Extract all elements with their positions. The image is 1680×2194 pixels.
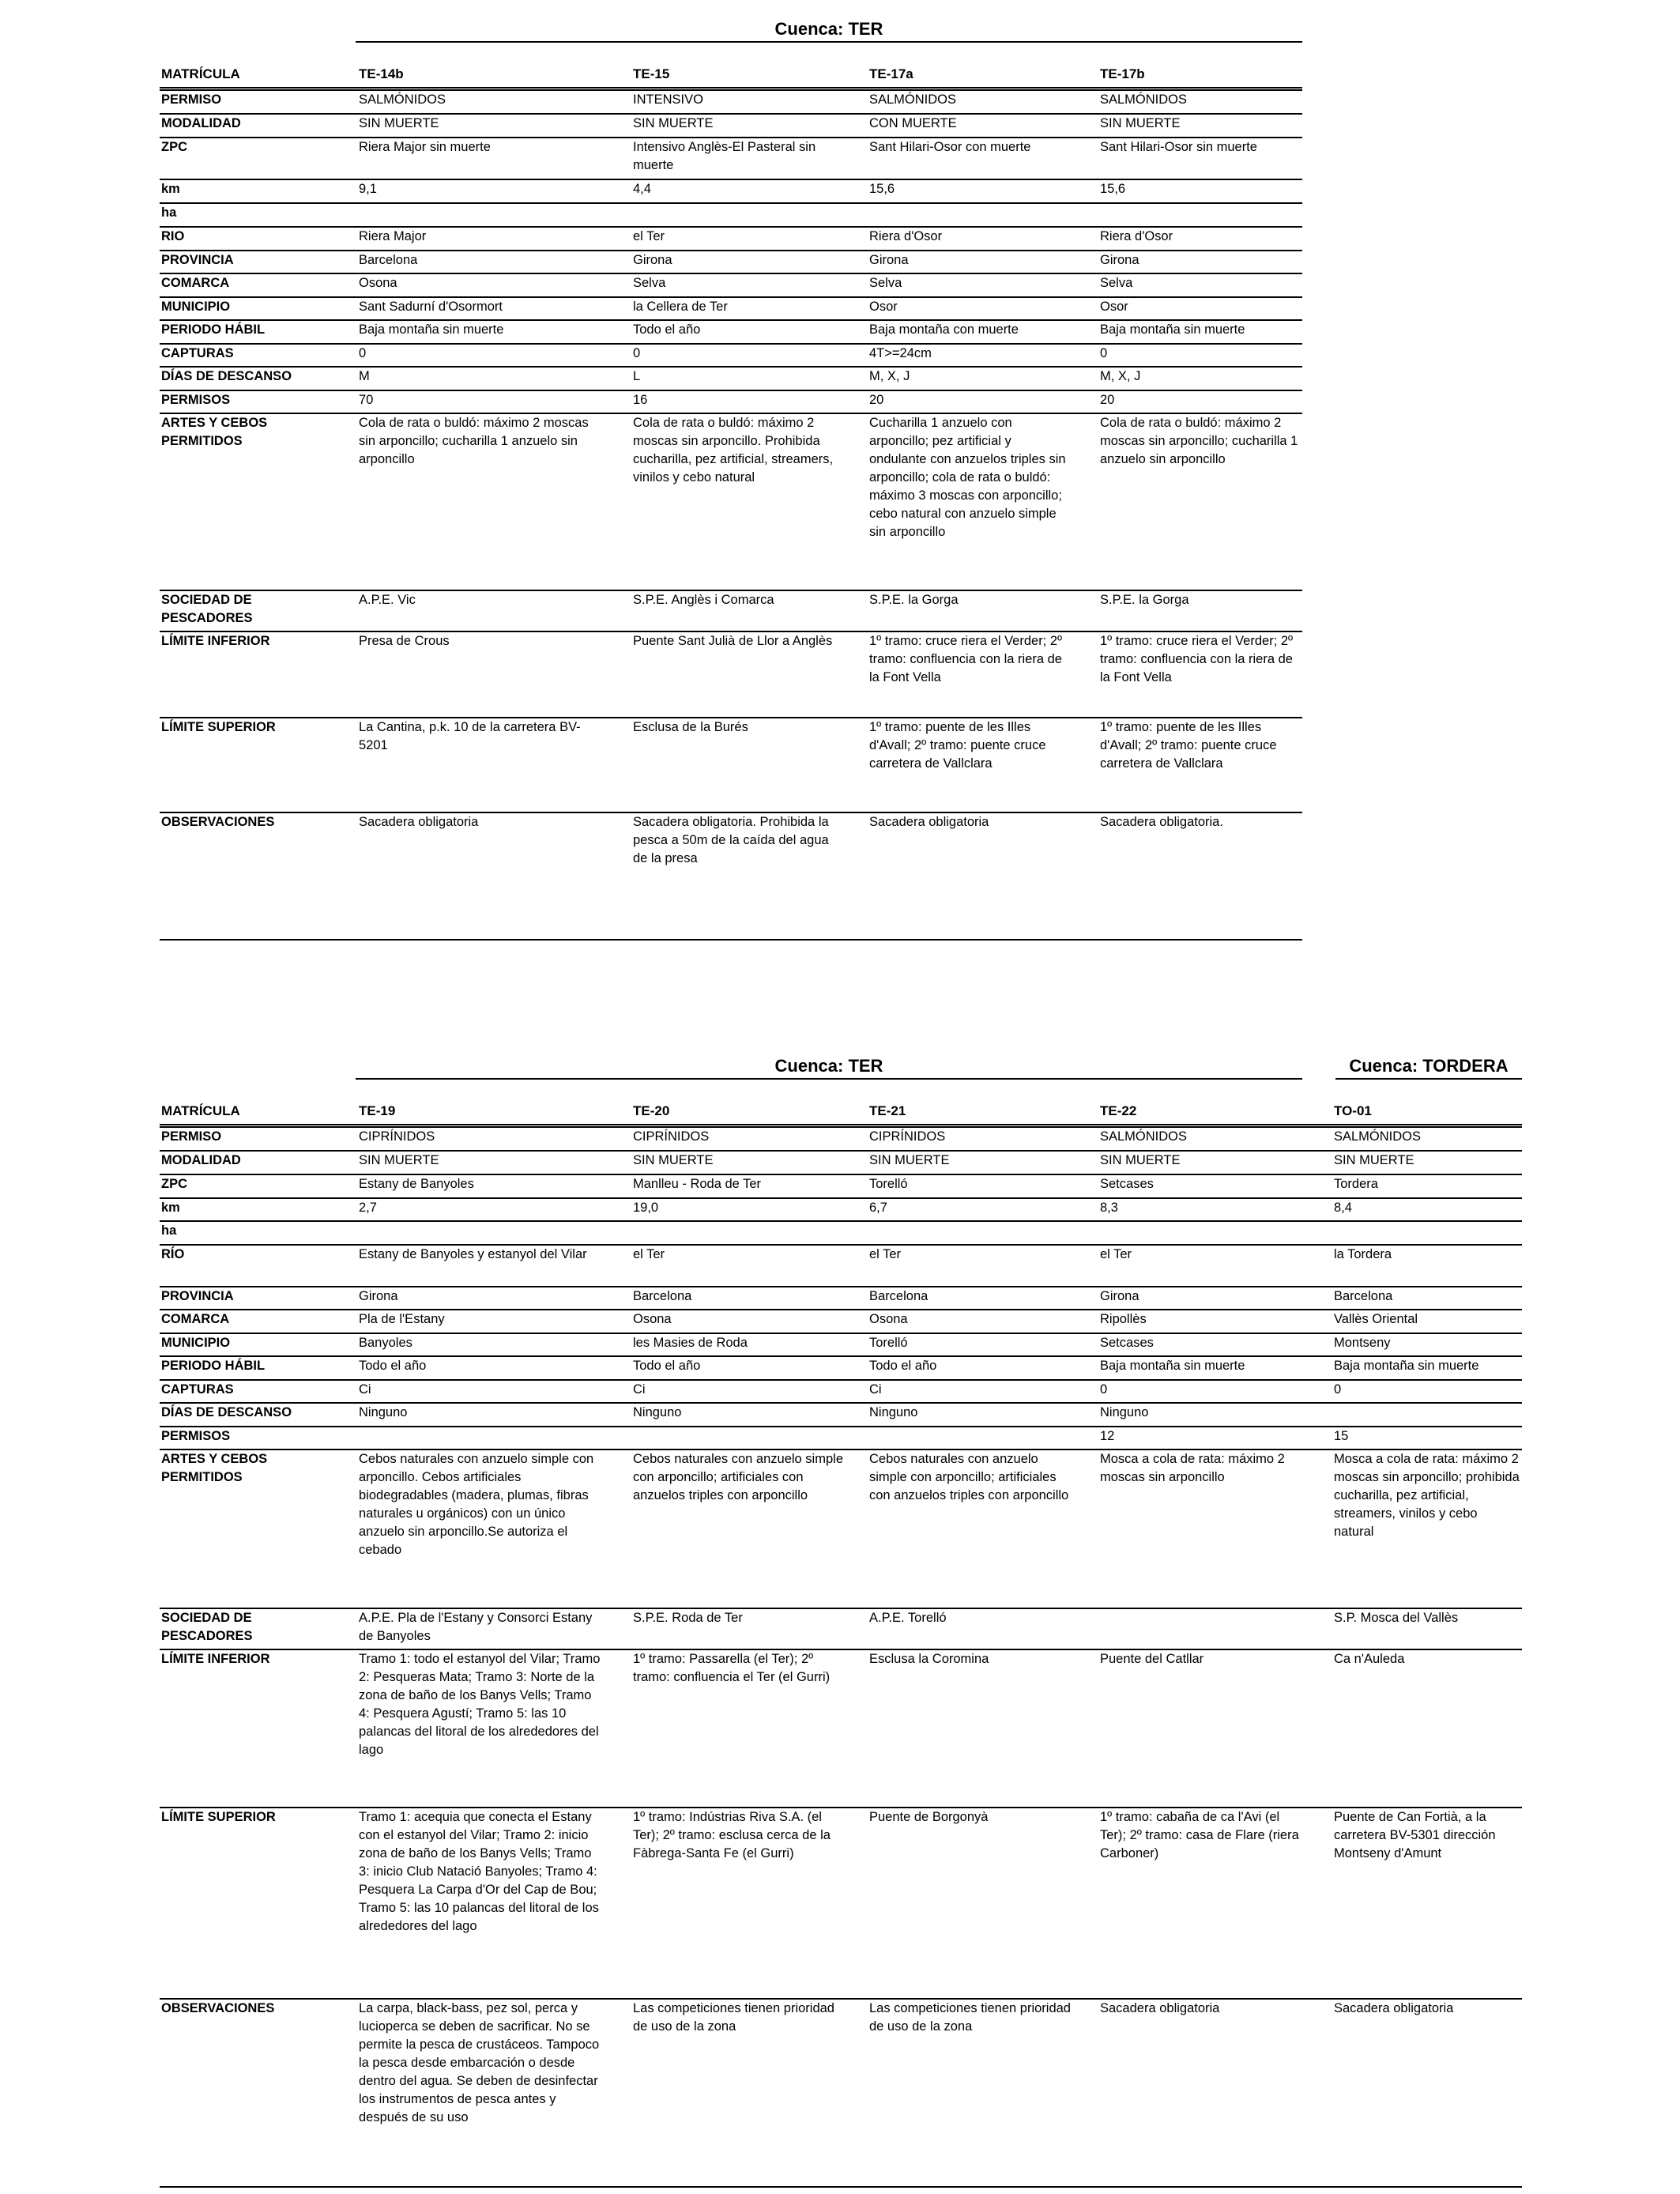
row-label: CAPTURAS bbox=[161, 1382, 234, 1397]
comarca-cell: Osona bbox=[633, 1312, 672, 1326]
descanso-cell: Ninguno bbox=[869, 1405, 918, 1419]
matricula-header: TE-17b bbox=[1100, 66, 1145, 81]
limite_inferior-cell: 1º tramo: Passarella (el Ter); 2º tramo: confluencia el Ter (el Gurri) bbox=[633, 1652, 831, 1684]
provincia-cell: Barcelona bbox=[633, 1289, 692, 1303]
observaciones-cell: Sacadera obligatoria bbox=[1100, 2001, 1220, 2015]
artes-cell: Cebos naturales con anzuelo simple con arponcillo; artificiales con anzuelos triples con arponcillo bbox=[633, 1452, 843, 1502]
header-row bbox=[0, 1103, 1680, 1122]
municipio-cell: Setcases bbox=[1100, 1336, 1154, 1350]
row-label: ZPC bbox=[161, 140, 187, 154]
modalidad-cell: SIN MUERTE bbox=[359, 1153, 439, 1167]
municipio-cell: la Cellera de Ter bbox=[633, 300, 728, 314]
header-row bbox=[0, 66, 1680, 85]
row-label: SOCIEDAD DE PESCADORES bbox=[161, 1611, 253, 1643]
header-label: MATRÍCULA bbox=[161, 1103, 240, 1118]
limite_superior-cell: 1º tramo: Indústrias Riva S.A. (el Ter); 2º tramo: esclusa cerca de la Fàbrega-Santa Fe (el Gurri) bbox=[633, 1810, 831, 1860]
row-label: SOCIEDAD DE PESCADORES bbox=[161, 593, 253, 625]
zpc-cell: Sant Hilari-Osor sin muerte bbox=[1100, 140, 1257, 154]
modalidad-cell: SIN MUERTE bbox=[633, 1153, 714, 1167]
comarca-cell: Pla de l'Estany bbox=[359, 1312, 445, 1326]
limite_inferior-cell: 1º tramo: cruce riera el Verder; 2º tramo: confluencia con la riera de la Font Vella bbox=[869, 634, 1063, 684]
periodo-cell: Todo el año bbox=[359, 1359, 427, 1373]
modalidad-cell: SIN MUERTE bbox=[1100, 116, 1181, 130]
artes-cell: Mosca a cola de rata: máximo 2 moscas sin arponcillo bbox=[1100, 1452, 1285, 1484]
row-label: MUNICIPIO bbox=[161, 1336, 231, 1350]
artes-cell: Cola de rata o buldó: máximo 2 moscas sin arponcillo. Prohibida cucharilla, pez artificial, streamers, vinilos y cebo natural bbox=[633, 416, 834, 484]
row-label: PROVINCIA bbox=[161, 1289, 234, 1303]
sociedad-cell: S.P.E. Roda de Ter bbox=[633, 1611, 743, 1625]
capturas-cell: Ci bbox=[869, 1382, 882, 1397]
row-label: PERMISOS bbox=[161, 393, 231, 407]
artes-cell: Cola de rata o buldó: máximo 2 moscas sin arponcillo; cucharilla 1 anzuelo sin arponcillo bbox=[359, 416, 589, 466]
sociedad-cell: A.P.E. Vic bbox=[359, 593, 416, 607]
modalidad-cell: SIN MUERTE bbox=[1334, 1153, 1414, 1167]
km-cell: 6,7 bbox=[869, 1201, 887, 1215]
permiso-cell: CIPRÍNIDOS bbox=[633, 1129, 710, 1144]
rio-cell: Riera Major bbox=[359, 229, 427, 243]
zpc-cell: Tordera bbox=[1334, 1177, 1378, 1191]
row-label: ha bbox=[161, 1223, 177, 1238]
row-label: ha bbox=[161, 205, 177, 220]
zpc-cell: Torelló bbox=[869, 1177, 908, 1191]
km-cell: 9,1 bbox=[359, 182, 377, 196]
capturas-cell: 4T>=24cm bbox=[869, 346, 932, 360]
row-label: PROVINCIA bbox=[161, 253, 234, 267]
capturas-cell: Ci bbox=[359, 1382, 371, 1397]
observaciones-cell: La carpa, black-bass, pez sol, perca y lucioperca se deben de sacrificar. No se permite la pesca de crustáceos. Tampoco la pesca desde embarcación o desde dentro del agua. Se deben de desinfectar los instrumentos de pesca antes y después de su uso bbox=[359, 2001, 600, 2124]
rio-cell: el Ter bbox=[633, 1247, 665, 1261]
periodo-cell: Baja montaña sin muerte bbox=[1100, 1359, 1245, 1373]
permisos-cell: 20 bbox=[1100, 393, 1115, 407]
row-label: LÍMITE INFERIOR bbox=[161, 634, 270, 648]
rio-cell: Estany de Banyoles y estanyol del Vilar bbox=[359, 1247, 587, 1261]
comarca-cell: Osona bbox=[869, 1312, 908, 1326]
rio-cell: Riera d'Osor bbox=[869, 229, 943, 243]
row-label: ARTES Y CEBOS PERMITIDOS bbox=[161, 416, 268, 448]
descanso-cell: Ninguno bbox=[359, 1405, 408, 1419]
row-label: OBSERVACIONES bbox=[161, 2001, 275, 2015]
provincia-cell: Barcelona bbox=[1334, 1289, 1393, 1303]
sociedad-cell: S.P.E. la Gorga bbox=[1100, 593, 1189, 607]
km-cell: 8,4 bbox=[1334, 1201, 1352, 1215]
row-label: MUNICIPIO bbox=[161, 300, 231, 314]
km-cell: 2,7 bbox=[359, 1201, 377, 1215]
limite_inferior-cell: Puente Sant Julià de Llor a Anglès bbox=[633, 634, 833, 648]
row-divider bbox=[160, 1220, 1522, 1222]
limite_inferior-cell: Ca n'Auleda bbox=[1334, 1652, 1405, 1666]
rio-cell: la Tordera bbox=[1334, 1247, 1392, 1261]
sociedad-cell: A.P.E. Torelló bbox=[869, 1611, 947, 1625]
limite_inferior-cell: 1º tramo: cruce riera el Verder; 2º tramo: confluencia con la riera de la Font Vella bbox=[1100, 634, 1294, 684]
row-label: RÍO bbox=[161, 1247, 185, 1261]
provincia-cell: Girona bbox=[869, 253, 909, 267]
capturas-cell: 0 bbox=[1100, 346, 1108, 360]
row-label: km bbox=[161, 1201, 180, 1215]
row-label: CAPTURAS bbox=[161, 346, 234, 360]
comarca-cell: Vallès Oriental bbox=[1334, 1312, 1418, 1326]
periodo-cell: Todo el año bbox=[633, 1359, 701, 1373]
cuenca-title: Cuenca: TER bbox=[356, 19, 1302, 43]
periodo-cell: Todo el año bbox=[869, 1359, 937, 1373]
row-label: LÍMITE SUPERIOR bbox=[161, 720, 276, 734]
row-label: RIO bbox=[161, 229, 185, 243]
limite_inferior-cell: Puente del Catllar bbox=[1100, 1652, 1204, 1666]
capturas-cell: 0 bbox=[633, 346, 641, 360]
artes-cell: Mosca a cola de rata: máximo 2 moscas sin arponcillo; prohibida cucharilla, pez artificial, streamers, vinilos y cebo natural bbox=[1334, 1452, 1520, 1539]
limite_superior-cell: Puente de Can Fortià, a la carretera BV-5301 dirección Montseny d'Amunt bbox=[1334, 1810, 1496, 1860]
header-label: MATRÍCULA bbox=[161, 66, 240, 81]
matricula-header: TE-20 bbox=[633, 1103, 670, 1118]
zpc-cell: Setcases bbox=[1100, 1177, 1154, 1191]
modalidad-cell: SIN MUERTE bbox=[633, 116, 714, 130]
row-label: km bbox=[161, 182, 180, 196]
descanso-cell: Ninguno bbox=[1100, 1405, 1149, 1419]
permiso-cell: INTENSIVO bbox=[633, 92, 703, 107]
permisos-cell: 70 bbox=[359, 393, 374, 407]
rio-cell: Riera d'Osor bbox=[1100, 229, 1173, 243]
comarca-cell: Selva bbox=[869, 276, 902, 290]
row-label: ARTES Y CEBOS PERMITIDOS bbox=[161, 1452, 268, 1484]
row-label: PERMISOS bbox=[161, 1429, 231, 1443]
artes-cell: Cola de rata o buldó: máximo 2 moscas sin arponcillo; cucharilla 1 anzuelo sin arponcillo bbox=[1100, 416, 1298, 466]
capturas-cell: 0 bbox=[1100, 1382, 1108, 1397]
row-label: LÍMITE INFERIOR bbox=[161, 1652, 270, 1666]
table-end-rule bbox=[160, 2186, 1522, 2188]
row-divider bbox=[160, 202, 1302, 204]
permisos-cell: 15 bbox=[1334, 1429, 1349, 1443]
rio-cell: el Ter bbox=[869, 1247, 902, 1261]
observaciones-cell: Las competiciones tienen prioridad de uso de la zona bbox=[869, 2001, 1071, 2034]
row-label: DÍAS DE DESCANSO bbox=[161, 369, 292, 383]
comarca-cell: Osona bbox=[359, 276, 397, 290]
limite_superior-cell: 1º tramo: puente de les Illes d'Avall; 2º tramo: puente cruce carretera de Vallclara bbox=[869, 720, 1046, 771]
provincia-cell: Girona bbox=[1100, 1289, 1139, 1303]
limite_inferior-cell: Esclusa la Coromina bbox=[869, 1652, 989, 1666]
comarca-cell: Selva bbox=[1100, 276, 1133, 290]
permisos-cell: 20 bbox=[869, 393, 884, 407]
periodo-cell: Baja montaña sin muerte bbox=[359, 322, 504, 337]
provincia-cell: Girona bbox=[1100, 253, 1139, 267]
row-label: PERIODO HÁBIL bbox=[161, 1359, 266, 1373]
periodo-cell: Baja montaña con muerte bbox=[869, 322, 1019, 337]
table-end-rule bbox=[160, 939, 1302, 941]
km-cell: 8,3 bbox=[1100, 1201, 1118, 1215]
cuenca-title: Cuenca: TORDERA bbox=[1335, 1056, 1522, 1080]
provincia-cell: Girona bbox=[359, 1289, 398, 1303]
limite_superior-cell: 1º tramo: cabaña de ca l'Avi (el Ter); 2º tramo: casa de Flare (riera Carboner) bbox=[1100, 1810, 1299, 1860]
periodo-cell: Baja montaña sin muerte bbox=[1334, 1359, 1479, 1373]
row-label: COMARCA bbox=[161, 1312, 230, 1326]
artes-cell: Cucharilla 1 anzuelo con arponcillo; pez artificial y ondulante con anzuelos triples sin arponcillo; cola de rata o buldó: máximo 3 moscas con arponcillo; cebo natural con anzuelo simple sin arponcillo bbox=[869, 416, 1066, 539]
limite_superior-cell: Puente de Borgonyà bbox=[869, 1810, 989, 1824]
rio-cell: el Ter bbox=[633, 229, 665, 243]
permiso-cell: SALMÓNIDOS bbox=[359, 92, 446, 107]
provincia-cell: Girona bbox=[633, 253, 672, 267]
modalidad-cell: SIN MUERTE bbox=[359, 116, 439, 130]
modalidad-cell: SIN MUERTE bbox=[869, 1153, 950, 1167]
matricula-header: TE-19 bbox=[359, 1103, 396, 1118]
descanso-cell: Ninguno bbox=[633, 1405, 682, 1419]
municipio-cell: Sant Sadurní d'Osormort bbox=[359, 300, 503, 314]
limite_superior-cell: Esclusa de la Burés bbox=[633, 720, 748, 734]
zpc-cell: Manlleu - Roda de Ter bbox=[633, 1177, 762, 1191]
permiso-cell: CIPRÍNIDOS bbox=[869, 1129, 946, 1144]
observaciones-cell: Sacadera obligatoria. Prohibida la pesca a 50m de la caída del agua de la presa bbox=[633, 815, 829, 865]
permiso-cell: SALMÓNIDOS bbox=[1100, 1129, 1188, 1144]
descanso-cell: M bbox=[359, 369, 370, 383]
capturas-cell: 0 bbox=[359, 346, 367, 360]
matricula-header: TO-01 bbox=[1334, 1103, 1372, 1118]
municipio-cell: Montseny bbox=[1334, 1336, 1391, 1350]
row-label: MODALIDAD bbox=[161, 116, 241, 130]
row-label: MODALIDAD bbox=[161, 1153, 241, 1167]
sociedad-cell: A.P.E. Pla de l'Estany y Consorci Estany de Banyoles bbox=[359, 1611, 593, 1643]
cuenca-title: Cuenca: TER bbox=[356, 1056, 1302, 1080]
sociedad-cell: S.P.E. Anglès i Comarca bbox=[633, 593, 774, 607]
row-label: ZPC bbox=[161, 1177, 187, 1191]
permiso-cell: SALMÓNIDOS bbox=[1100, 92, 1188, 107]
row-label: DÍAS DE DESCANSO bbox=[161, 1405, 292, 1419]
comarca-cell: Ripollès bbox=[1100, 1312, 1147, 1326]
municipio-cell: les Masies de Roda bbox=[633, 1336, 748, 1350]
row-divider bbox=[160, 1426, 1522, 1427]
zpc-cell: Intensivo Anglès-El Pasteral sin muerte bbox=[633, 140, 816, 172]
km-cell: 4,4 bbox=[633, 182, 651, 196]
municipio-cell: Banyoles bbox=[359, 1336, 412, 1350]
matricula-header: TE-14b bbox=[359, 66, 404, 81]
artes-cell: Cebos naturales con anzuelo simple con arponcillo; artificiales con anzuelos triples con arponcillo bbox=[869, 1452, 1069, 1502]
artes-cell: Cebos naturales con anzuelo simple con arponcillo. Cebos artificiales biodegradables (madera, plumas, fibras naturales u orgánicos) con un único anzuelo sin arponcillo.Se autoriza el cebado bbox=[359, 1452, 594, 1557]
municipio-cell: Torelló bbox=[869, 1336, 908, 1350]
permisos-cell: 12 bbox=[1100, 1429, 1115, 1443]
rio-cell: el Ter bbox=[1100, 1247, 1132, 1261]
capturas-cell: 0 bbox=[1334, 1382, 1342, 1397]
observaciones-cell: Sacadera obligatoria bbox=[1334, 2001, 1454, 2015]
modalidad-cell: SIN MUERTE bbox=[1100, 1153, 1181, 1167]
row-label: PERMISO bbox=[161, 1129, 222, 1144]
km-cell: 15,6 bbox=[1100, 182, 1126, 196]
km-cell: 15,6 bbox=[869, 182, 895, 196]
km-cell: 19,0 bbox=[633, 1201, 659, 1215]
limite_inferior-cell: Tramo 1: todo el estanyol del Vilar; Tramo 2: Pesqueras Mata; Tramo 3: Norte de la zona de baño de los Banys Vells; Tramo 4: Pesquera Agustí; Tramo 5: las 10 palancas del litoral de los alrededores del lago bbox=[359, 1652, 601, 1757]
row-label: COMARCA bbox=[161, 276, 230, 290]
provincia-cell: Barcelona bbox=[359, 253, 418, 267]
limite_inferior-cell: Presa de Crous bbox=[359, 634, 450, 648]
permiso-cell: CIPRÍNIDOS bbox=[359, 1129, 435, 1144]
row-label: LÍMITE SUPERIOR bbox=[161, 1810, 276, 1824]
matricula-header: TE-15 bbox=[633, 66, 670, 81]
observaciones-cell: Sacadera obligatoria bbox=[359, 815, 479, 829]
row-label: PERMISO bbox=[161, 92, 222, 107]
descanso-cell: M, X, J bbox=[869, 369, 910, 383]
zpc-cell: Riera Major sin muerte bbox=[359, 140, 491, 154]
comarca-cell: Selva bbox=[633, 276, 666, 290]
zpc-cell: Sant Hilari-Osor con muerte bbox=[869, 140, 1031, 154]
limite_superior-cell: La Cantina, p.k. 10 de la carretera BV-5201 bbox=[359, 720, 581, 752]
sociedad-cell: S.P. Mosca del Vallès bbox=[1334, 1611, 1459, 1625]
observaciones-cell: Las competiciones tienen prioridad de uso de la zona bbox=[633, 2001, 834, 2034]
descanso-cell: L bbox=[633, 369, 641, 383]
provincia-cell: Barcelona bbox=[869, 1289, 929, 1303]
zpc-cell: Estany de Banyoles bbox=[359, 1177, 474, 1191]
periodo-cell: Baja montaña sin muerte bbox=[1100, 322, 1245, 337]
matricula-header: TE-22 bbox=[1100, 1103, 1137, 1118]
capturas-cell: Ci bbox=[633, 1382, 646, 1397]
limite_superior-cell: 1º tramo: puente de les Illes d'Avall; 2º tramo: puente cruce carretera de Vallclara bbox=[1100, 720, 1277, 771]
sociedad-cell: S.P.E. la Gorga bbox=[869, 593, 959, 607]
periodo-cell: Todo el año bbox=[633, 322, 701, 337]
descanso-cell: M, X, J bbox=[1100, 369, 1141, 383]
matricula-header: TE-17a bbox=[869, 66, 913, 81]
permisos-cell: 16 bbox=[633, 393, 648, 407]
row-label: PERIODO HÁBIL bbox=[161, 322, 266, 337]
limite_superior-cell: Tramo 1: acequia que conecta el Estany con el estanyol del Vilar; Tramo 2: inicio zona de baño de los Banys Vells; Tramo 3: inicio Club Natació Banyoles; Tramo 4: Pesquera La Carpa d'Or del Cap de Bou; Tramo 5: las 10 palancas del litoral de los alrededores del lago bbox=[359, 1810, 599, 1933]
municipio-cell: Osor bbox=[869, 300, 898, 314]
municipio-cell: Osor bbox=[1100, 300, 1128, 314]
observaciones-cell: Sacadera obligatoria. bbox=[1100, 815, 1223, 829]
row-label: OBSERVACIONES bbox=[161, 815, 275, 829]
observaciones-cell: Sacadera obligatoria bbox=[869, 815, 989, 829]
matricula-header: TE-21 bbox=[869, 1103, 906, 1118]
permiso-cell: SALMÓNIDOS bbox=[1334, 1129, 1422, 1144]
permiso-cell: SALMÓNIDOS bbox=[869, 92, 957, 107]
modalidad-cell: CON MUERTE bbox=[869, 116, 957, 130]
